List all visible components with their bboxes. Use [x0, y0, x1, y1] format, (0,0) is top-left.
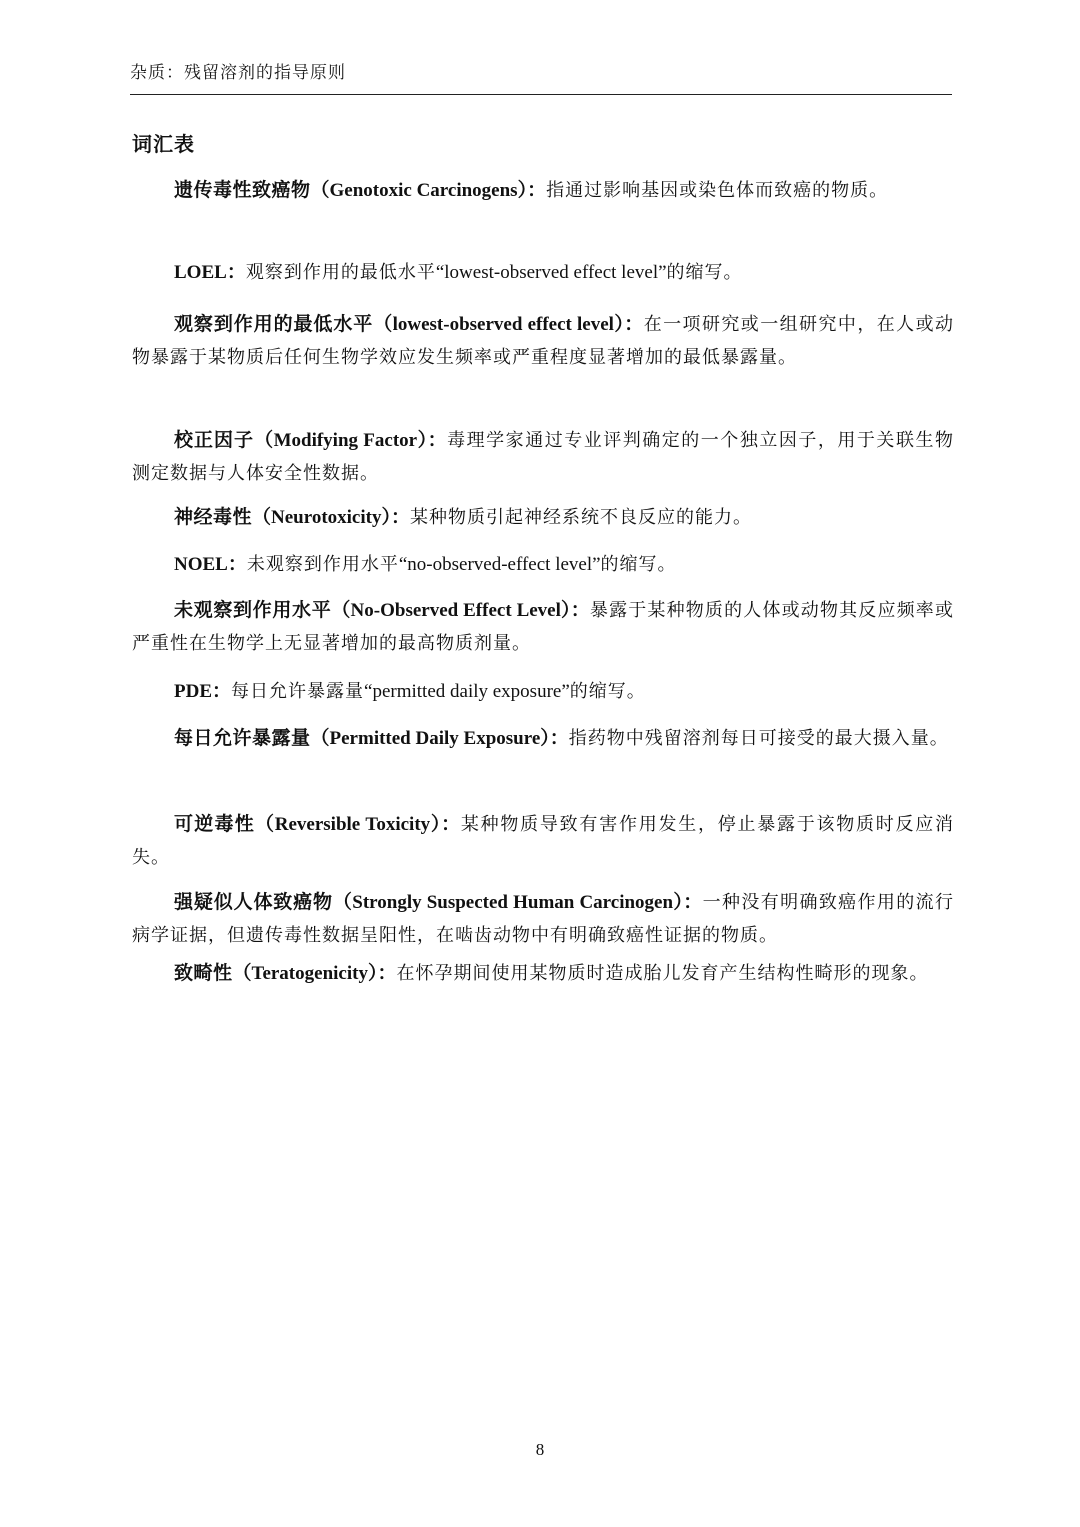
entry-term-en: LOEL: [174, 262, 227, 283]
entry-definition-tail: 的缩写。: [569, 681, 646, 702]
glossary-entry: [132, 424, 954, 490]
entry-definition: 一种没有明确致癌作用的流行病学证据，但遗传毒性数据呈阳性，在啮齿动物中有明确致癌性证据的物质。: [132, 892, 954, 946]
glossary-entry: [132, 886, 954, 952]
entry-separator: ：: [624, 313, 644, 335]
entry-definition: 观察到作用的最低水平: [245, 262, 436, 283]
entry-term-en: （Strongly Suspected Human Carcinogen）: [332, 892, 684, 913]
glossary-entry: [132, 957, 954, 990]
entry-separator: ：: [212, 680, 232, 702]
entry-definition-en: “lowest-observed effect level”: [435, 262, 667, 283]
entry-separator: ：: [683, 891, 703, 913]
entry-term-en: （Modifying Factor）: [254, 430, 428, 451]
glossary-entry: [132, 548, 954, 581]
glossary-entry: [132, 256, 954, 289]
glossary-title: 词汇表: [132, 132, 195, 156]
entry-separator: ：: [226, 261, 246, 283]
entry-term-en: （No-Observed Effect Level）: [331, 600, 571, 621]
entry-term-en: （Genotoxic Carcinogens）: [310, 180, 528, 201]
entry-definition: 指药物中残留溶剂每日可接受的最大摄入量。: [568, 728, 949, 749]
entry-term-en: （Reversible Toxicity）: [255, 814, 442, 835]
entry-term: 每日允许暴露量: [174, 727, 311, 749]
glossary-entry: [132, 808, 954, 874]
entry-definition: 暴露于某种物质的人体或动物其反应频率或严重性在生物学上无显著增加的最高物质剂量。: [132, 600, 954, 654]
entry-term-en: PDE: [174, 681, 212, 702]
entry-definition: 某种物质引起神经系统不良反应的能力。: [410, 507, 752, 528]
glossary-entry: [132, 174, 954, 207]
entry-separator: ：: [427, 429, 448, 451]
entry-term: 神经毒性: [174, 506, 253, 528]
entry-separator: ：: [377, 962, 397, 984]
entry-term: 可逆毒性: [174, 813, 256, 835]
entry-definition: 未观察到作用水平: [246, 554, 399, 575]
entry-term-en: （Permitted Daily Exposure）: [310, 728, 550, 749]
entry-definition: 在一项研究或一组研究中，在人或动物暴露于某物质后任何生物学效应发生频率或严重程度显著增加的最低暴露量。: [132, 314, 954, 368]
entry-definition-tail: 的缩写。: [666, 262, 743, 283]
entry-definition-en: “no-observed-effect level”: [398, 554, 601, 575]
entry-definition: 每日允许暴露量: [231, 681, 365, 702]
glossary-entry: [132, 675, 954, 708]
entry-term-en: （Teratogenicity）: [232, 963, 378, 984]
entry-definition-en: “permitted daily exposure”: [364, 681, 570, 702]
entry-definition-tail: 的缩写。: [600, 554, 677, 575]
entry-term: 未观察到作用水平: [174, 599, 332, 621]
entry-separator: ：: [570, 599, 590, 621]
entry-separator: ：: [441, 813, 461, 835]
entry-term-en: （Neurotoxicity）: [252, 507, 391, 528]
entry-term: 强疑似人体致癌物: [174, 891, 333, 913]
glossary-entry: [132, 501, 954, 534]
header-title: 杂质：残留溶剂的指导原则: [130, 63, 346, 83]
entry-separator: ：: [227, 553, 247, 575]
entry-term-en: （lowest-observed effect level）: [373, 314, 625, 335]
entry-term-en: NOEL: [174, 554, 228, 575]
entry-definition: 某种物质导致有害作用发生，停止暴露于该物质时反应消失。: [132, 814, 954, 868]
entry-term: 遗传毒性致癌物: [174, 179, 311, 201]
entry-definition: 指通过影响基因或染色体而致癌的物质。: [546, 180, 889, 201]
entry-definition: 在怀孕期间使用某物质时造成胎儿发育产生结构性畸形的现象。: [396, 963, 929, 984]
glossary-entry: [132, 594, 954, 660]
glossary-entry: [132, 308, 954, 374]
entry-separator: ：: [390, 506, 410, 528]
entry-term: 致畸性: [174, 962, 233, 984]
page-header: [130, 62, 952, 95]
page-number: 8: [535, 1440, 545, 1459]
entry-term: 校正因子: [174, 429, 255, 451]
entry-definition: 毒理学家通过专业评判确定的一个独立因子，用于关联生物测定数据与人体安全性数据。: [132, 430, 954, 484]
entry-term: 观察到作用的最低水平: [174, 313, 374, 335]
entry-separator: ：: [527, 179, 547, 201]
glossary-entry: [132, 722, 954, 755]
entry-separator: ：: [549, 727, 569, 749]
